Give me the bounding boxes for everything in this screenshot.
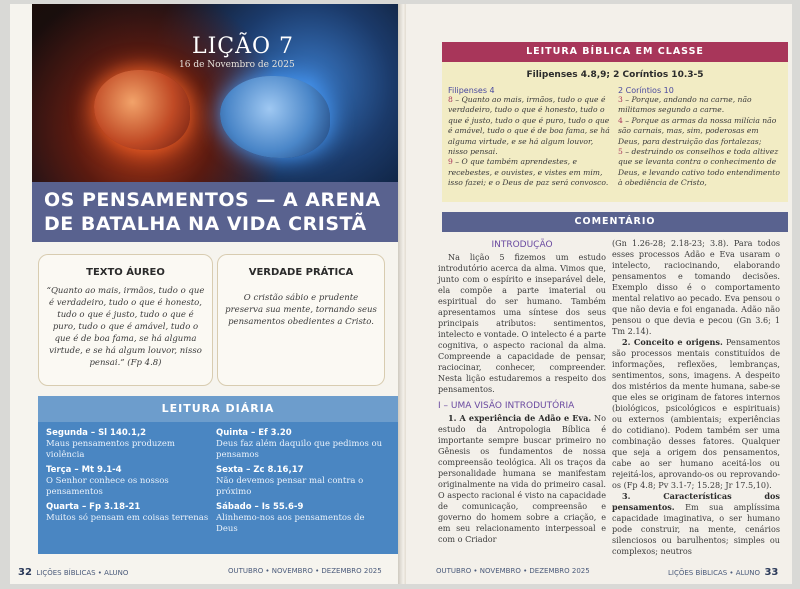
reading-day: Segunda – Sl 140.1,2 [46, 428, 147, 438]
blue-brain-illustration [220, 76, 330, 158]
paragraph-2-label: 2. Conceito e origens. [622, 337, 723, 347]
magazine-spread [10, 4, 792, 584]
paragraph-2-text: Pensamentos são processos mentais constituídos de informações, reflexões, lembranças, sentimentos, sons, imagens. A despeito dos mistérios da mente humana, sabe-se que eles se originam de fatores internos (biológicos, psicológicos e espirituais) ou externos (ambientais; experiências do cotidiano). Podem também ser uma combinação desses fatores. Qualquer que seja a origem dos pensamentos, cabe ao ser humano aceitá-los ou rejeitá-los, aprovando-os ou reprovando-os (Fp 4.8; Pv 3.1-7; 15.28; Jr 17.5,10). [612, 337, 780, 490]
page-number: 32 [18, 567, 32, 578]
reading-desc: Não devemos pensar mal contra o próximo [216, 476, 364, 497]
lesson-date: 16 de Novembro de 2025 [179, 60, 295, 70]
reading-desc: O Senhor conhece os nossos pensamentos [46, 476, 169, 497]
scripture-book: Filipenses 4 [448, 86, 495, 95]
left-footer [18, 567, 128, 578]
paragraph-2 [612, 337, 780, 491]
lesson-title-band [32, 182, 402, 242]
verse-text: – Porque, andando na carne, não militamos segundo a carne. [618, 95, 752, 115]
verse-number: 3 [618, 95, 623, 104]
lesson-title [44, 188, 381, 236]
scripture-reference: Filipenses 4.8,9; 2 Coríntios 10.3-5 [526, 70, 704, 80]
left-page [10, 4, 402, 584]
paragraph-1 [438, 413, 606, 545]
comment-column-1 [438, 238, 606, 545]
verse [448, 95, 612, 157]
texto-aureo-heading: TEXTO ÁUREO [86, 267, 165, 278]
lesson-title-line-1: OS PENSAMENTOS — A ARENA [44, 189, 381, 211]
verse-number: 9 [448, 157, 453, 167]
reading-desc: Alinhemo-nos aos pensamentos de Deus [216, 513, 365, 534]
comment-column-2 [612, 238, 780, 557]
reading-day: Sábado – Is 55.6-9 [216, 502, 304, 512]
footer-publication: LIÇÕES BÍBLICAS • ALUNO [668, 569, 760, 577]
leitura-diaria-heading: LEITURA DIÁRIA [38, 396, 398, 422]
scripture-book: 2 Coríntios 10 [618, 86, 674, 95]
leitura-diaria-column-1 [46, 428, 216, 529]
reading-desc: Deus faz além daquilo que pedimos ou pensamos [216, 439, 383, 460]
reading-day: Quinta – Ef 3.20 [216, 428, 292, 438]
texto-aureo-box [38, 254, 213, 386]
texto-aureo-text: “Quanto ao mais, irmãos, tudo o que é verdadeiro, tudo o que é honesto, tudo o que é justo, tudo o que é puro, tudo o que é amável, tudo o que é de boa fama, se há alguma virtude, e se há algum louvor, nisso pensai.” (Fp 4.8) [46, 286, 205, 368]
verse [618, 95, 782, 116]
paragraph-3-text: Em sua amplíssima capacidade imaginativa, o ser humano pode construir, na mente, cenários silenciosos ou barulhentos; simples ou complexos; neutros [612, 502, 780, 556]
hero-image [32, 4, 402, 182]
verse-number: 5 [618, 147, 623, 157]
right-footer-period: OUTUBRO • NOVEMBRO • DEZEMBRO 2025 [436, 567, 590, 575]
verse-text: – destruindo os conselhos e toda altivez que se levanta contra o conhecimento de Deus, e levando cativo todo entendimento à obediência de Cristo, [618, 147, 780, 188]
paragraph-3 [612, 491, 780, 557]
reading-day: Sexta – Zc 8.16,17 [216, 465, 304, 475]
scripture-column-1 [448, 86, 612, 189]
verdade-pratica-heading: VERDADE PRÁTICA [248, 267, 354, 278]
leitura-diaria-column-2 [216, 428, 386, 539]
left-footer-period: OUTUBRO • NOVEMBRO • DEZEMBRO 2025 [228, 567, 382, 575]
reading-desc: Maus pensamentos produzem violência [46, 439, 175, 460]
verse-text: – O que também aprendestes, e recebestes, e ouvistes, e vistes em mim, isso fazei; e o Deus de paz será convosco. [448, 157, 609, 188]
verse-number: 8 [448, 95, 453, 104]
leitura-diaria-box [38, 396, 398, 554]
column-2-continuation: (Gn 1.26-28; 2.18-23; 3.8). Para todos esses processos Adão e Eva usaram o intelecto, raciocinando, elaborando pensamentos e tomando decisões. Exemplo disso é o comportamento mental relativo ao pecado. Eva pensou o que não devia e foi enganada. Adão não pensou o que devia e pecou (Gn 3.6; 1 Tm 2.14). [612, 238, 780, 336]
verse-number: 4 [618, 115, 623, 125]
section-1-heading: I – UMA VISÃO INTRODUTÓRIA [438, 401, 575, 411]
paragraph-3-label: 3. Características dos pensamentos. [612, 491, 780, 512]
verse-text: – Porque as armas da nossa milícia não são carnais, mas, sim, poderosas em Deus, para destruição das fortalezas; [618, 115, 777, 146]
verse [618, 147, 782, 189]
right-footer [668, 567, 778, 578]
leitura-biblica-box [442, 42, 788, 202]
paragraph-1-label: 1. A experiência de Adão e Eva. [448, 413, 592, 423]
lesson-title-line-2: DE BATALHA NA VIDA CRISTÃ [44, 213, 367, 235]
intro-text: Na lição 5 fizemos um estudo introdutório acerca da alma. Vimos que, junto com o espírito e inseparável dele, ela compõe a parte imaterial ou espiritual do ser humano. Também apresentamos uma síntese dos seus principais atributos: sentimentos, intelecto e vontade. O intelecto é a parte cognitiva, o aspecto racional da alma. Compreende a capacidade de pensar, raciocinar, conhecer, compreender. Nesta lição estudaremos a respeito dos pensamentos. [438, 252, 607, 394]
comentario-heading: COMENTÁRIO [442, 212, 788, 232]
scripture-column-2 [618, 86, 782, 189]
reading-day: Quarta – Fp 3.18-21 [46, 502, 141, 512]
verse [618, 116, 782, 147]
verdade-pratica-text: O cristão sábio e prudente preserva sua mente, tornando seus pensamentos obedientes a Cristo. [225, 293, 377, 327]
footer-publication: LIÇÕES BÍBLICAS • ALUNO [36, 569, 129, 577]
intro-heading: INTRODUÇÃO [491, 240, 553, 250]
leitura-biblica-heading: LEITURA BÍBLICA EM CLASSE [442, 42, 788, 62]
verse-text: – Quanto ao mais, irmãos, tudo o que é verdadeiro, tudo o que é honesto, tudo o que é justo, tudo o que é puro, tudo o que é amável, tudo o que é de boa fama, se há alguma virtude, e se há algum louvor, nisso pensai. [448, 95, 610, 157]
paragraph-1-text: No estudo da Antropologia Bíblica é importante sempre buscar primeiro no Gênesis os fundamentos de nossa compreensão teológica. Ali os traços da personalidade humana se manifestam originalmente na vida do primeiro casal. O aspecto racional é visto na capacidade de comunicação, compreensão e governo do homem sobre a criação, e em seu relacionamento interpessoal e com o Criador [438, 413, 607, 544]
verdade-pratica-box [217, 254, 385, 386]
verse [448, 157, 612, 188]
reading-day: Terça – Mt 9.1-4 [46, 465, 122, 475]
red-brain-illustration [94, 70, 190, 150]
page-number: 33 [764, 567, 779, 578]
lesson-label: LIÇÃO 7 [192, 34, 295, 59]
reading-desc: Muitos só pensam em coisas terrenas [46, 513, 209, 523]
right-page [406, 4, 792, 584]
